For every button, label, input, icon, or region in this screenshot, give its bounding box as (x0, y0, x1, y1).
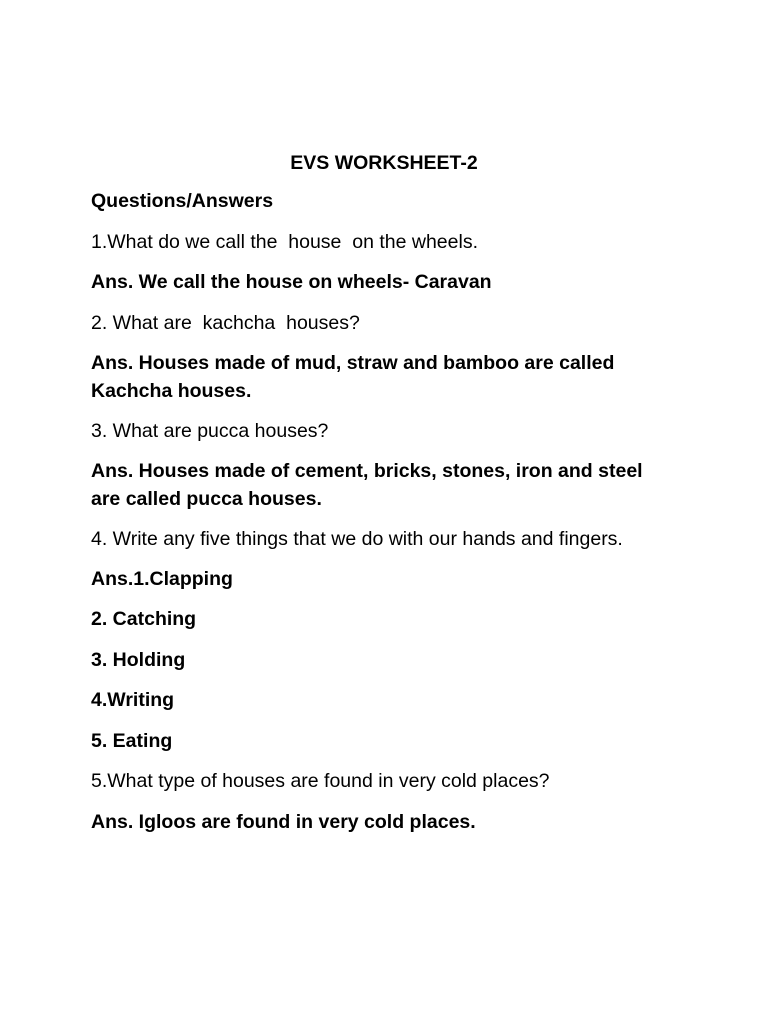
question-2: 2. What are kachcha houses? (91, 312, 360, 334)
answer-2-line-2: Kachcha houses. (91, 380, 252, 402)
answer-1: Ans. We call the house on wheels- Caravan (91, 271, 492, 293)
answer-4-item-3: 3. Holding (91, 649, 186, 671)
question-5: 5.What type of houses are found in very cold places? (91, 770, 550, 792)
answer-4-item-2: 2. Catching (91, 608, 197, 630)
section-heading: Questions/Answers (91, 190, 274, 212)
answer-5: Ans. Igloos are found in very cold places. (91, 811, 476, 833)
answer-4-item-5: 5. Eating (91, 730, 173, 752)
question-3: 3. What are pucca houses? (91, 420, 329, 442)
answer-4-item-1: Ans.1.Clapping (91, 568, 233, 590)
question-1: 1.What do we call the house on the wheels. (91, 231, 478, 253)
answer-4-item-4: 4.Writing (91, 689, 175, 711)
worksheet-title-text: EVS WORKSHEET-2 (290, 152, 478, 174)
answer-3-line-1: Ans. Houses made of cement, bricks, stones, iron and steel (91, 460, 643, 482)
answer-3-line-2: are called pucca houses. (91, 488, 322, 510)
question-4: 4. Write any five things that we do with our hands and fingers. (91, 528, 623, 550)
worksheet-title (0, 151, 768, 175)
answer-2-line-1: Ans. Houses made of mud, straw and bamboo are called (91, 352, 615, 374)
